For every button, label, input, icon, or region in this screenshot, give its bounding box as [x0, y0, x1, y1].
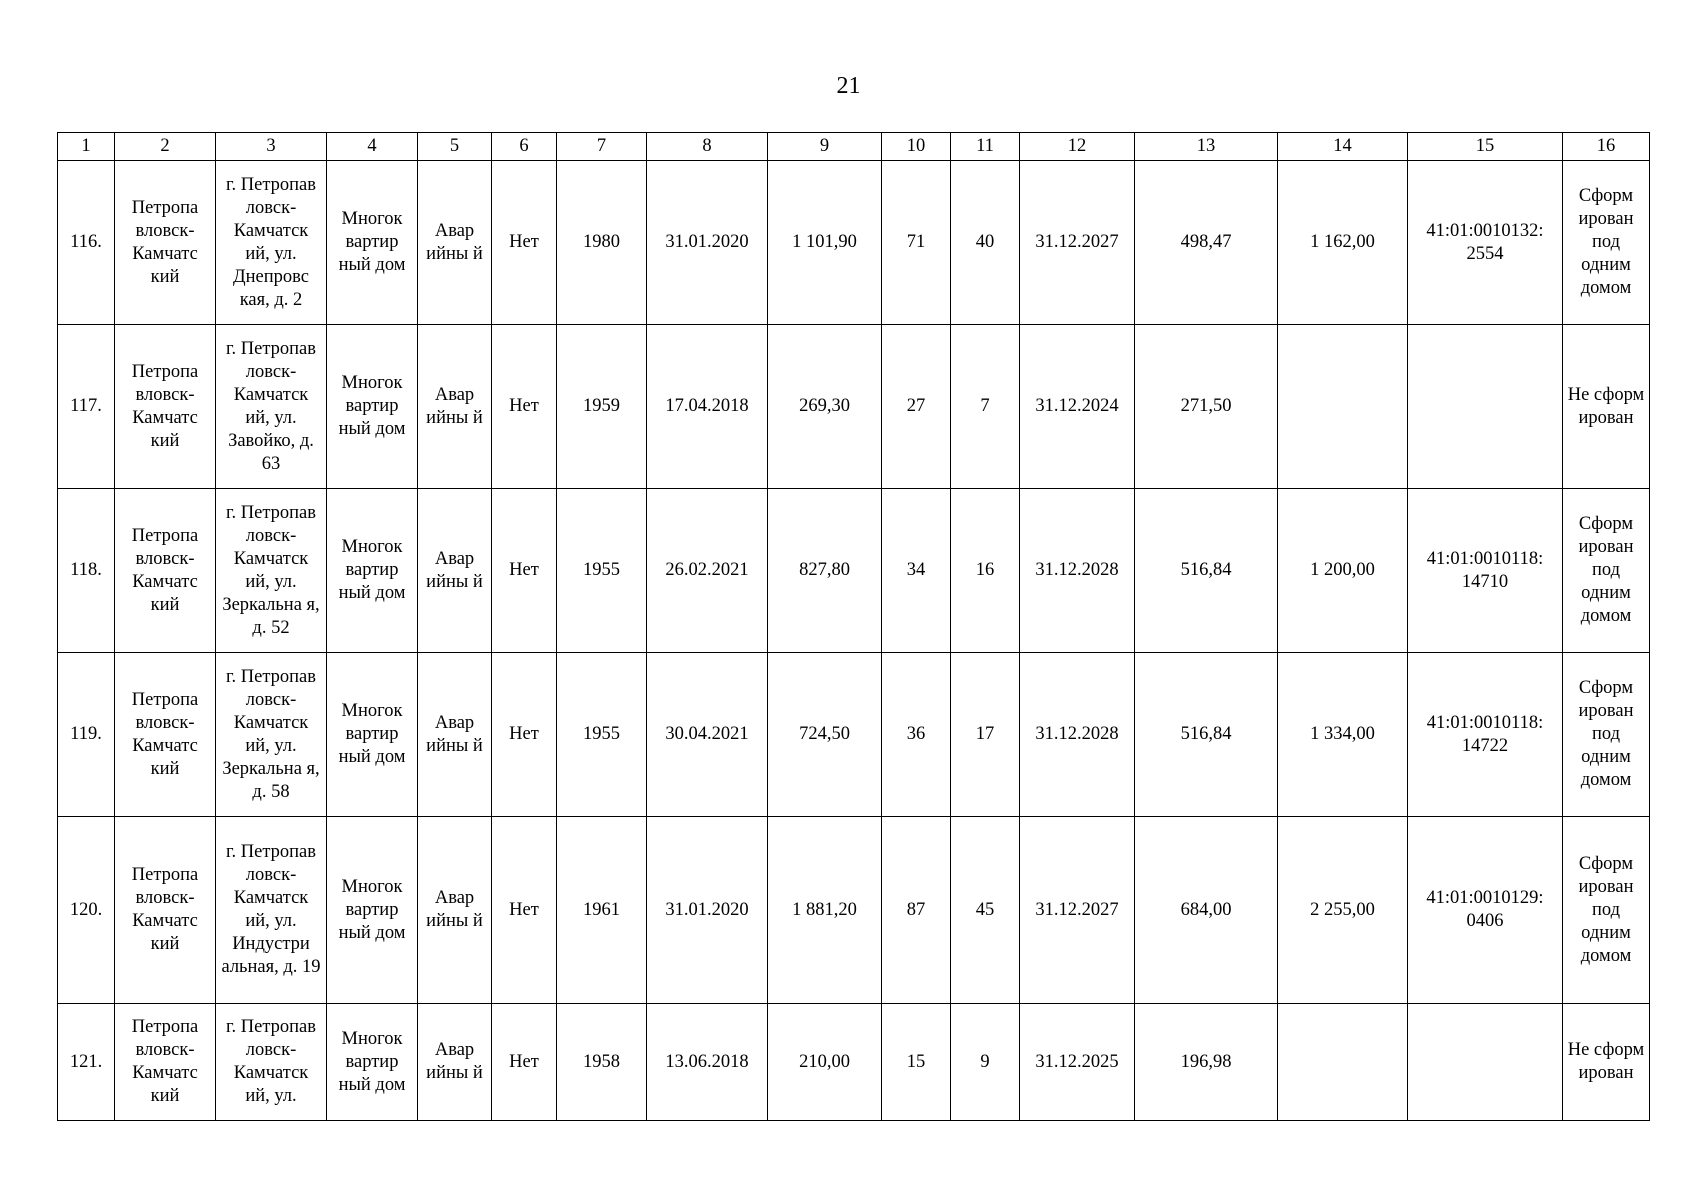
flag-cell: Нет: [492, 1004, 557, 1121]
land-status-cell: Не сформ ирован: [1563, 1004, 1650, 1121]
year-cell: 1955: [557, 489, 647, 653]
address-cell: г. Петропав ловск-Камчатск ий, ул.: [216, 1004, 327, 1121]
residents-cell: 15: [882, 1004, 951, 1121]
column-header: 14: [1278, 133, 1408, 161]
living-area-cell: 271,50: [1135, 325, 1278, 489]
date-recognized-cell: 31.01.2020: [647, 161, 768, 325]
row-number: 118.: [58, 489, 115, 653]
date-recognized-cell: 26.02.2021: [647, 489, 768, 653]
area-cell: 724,50: [768, 653, 882, 817]
premises-cell: 9: [951, 1004, 1020, 1121]
address-cell: г. Петропав ловск-Камчатск ий, ул. Завойко, д. 63: [216, 325, 327, 489]
building-type-cell: Многок вартир ный дом: [327, 325, 418, 489]
column-header: 1: [58, 133, 115, 161]
land-area-cell: 2 255,00: [1278, 817, 1408, 1004]
column-header: 16: [1563, 133, 1650, 161]
cadastral-number-cell: 41:01:0010118: 14722: [1408, 653, 1563, 817]
residents-cell: 34: [882, 489, 951, 653]
status-cell: Авар ийны й: [418, 325, 492, 489]
date-planned-cell: 31.12.2028: [1020, 489, 1135, 653]
address-cell: г. Петропав ловск-Камчатск ий, ул. Зеркальна я, д. 58: [216, 653, 327, 817]
row-number: 119.: [58, 653, 115, 817]
cadastral-number-cell: 41:01:0010132: 2554: [1408, 161, 1563, 325]
land-area-cell: 1 200,00: [1278, 489, 1408, 653]
year-cell: 1958: [557, 1004, 647, 1121]
city-cell: Петропа вловск-Камчатс кий: [115, 653, 216, 817]
city-cell: Петропа вловск-Камчатс кий: [115, 161, 216, 325]
area-cell: 1 881,20: [768, 817, 882, 1004]
area-cell: 1 101,90: [768, 161, 882, 325]
building-type-cell: Многок вартир ный дом: [327, 1004, 418, 1121]
living-area-cell: 196,98: [1135, 1004, 1278, 1121]
land-area-cell: [1278, 1004, 1408, 1121]
city-cell: Петропа вловск-Камчатс кий: [115, 489, 216, 653]
land-area-cell: [1278, 325, 1408, 489]
table-row: [58, 653, 1650, 817]
date-planned-cell: 31.12.2025: [1020, 1004, 1135, 1121]
living-area-cell: 498,47: [1135, 161, 1278, 325]
column-header: 7: [557, 133, 647, 161]
living-area-cell: 516,84: [1135, 653, 1278, 817]
land-status-cell: Сформ ирован под одним домом: [1563, 161, 1650, 325]
address-cell: г. Петропав ловск-Камчатск ий, ул. Индустри альная, д. 19: [216, 817, 327, 1004]
column-header: 12: [1020, 133, 1135, 161]
flag-cell: Нет: [492, 325, 557, 489]
column-header: 10: [882, 133, 951, 161]
residents-cell: 27: [882, 325, 951, 489]
residents-cell: 36: [882, 653, 951, 817]
year-cell: 1955: [557, 653, 647, 817]
status-cell: Авар ийны й: [418, 653, 492, 817]
land-status-cell: Сформ ирован под одним домом: [1563, 653, 1650, 817]
date-recognized-cell: 17.04.2018: [647, 325, 768, 489]
table-row: [58, 1004, 1650, 1121]
table-row: [58, 817, 1650, 1004]
date-planned-cell: 31.12.2027: [1020, 161, 1135, 325]
status-cell: Авар ийны й: [418, 1004, 492, 1121]
area-cell: 827,80: [768, 489, 882, 653]
city-cell: Петропа вловск-Камчатс кий: [115, 1004, 216, 1121]
building-type-cell: Многок вартир ный дом: [327, 161, 418, 325]
land-area-cell: 1 334,00: [1278, 653, 1408, 817]
cadastral-number-cell: 41:01:0010129: 0406: [1408, 817, 1563, 1004]
building-type-cell: Многок вартир ный дом: [327, 653, 418, 817]
row-number: 120.: [58, 817, 115, 1004]
residents-cell: 87: [882, 817, 951, 1004]
date-recognized-cell: 13.06.2018: [647, 1004, 768, 1121]
row-number: 117.: [58, 325, 115, 489]
row-number: 116.: [58, 161, 115, 325]
status-cell: Авар ийны й: [418, 817, 492, 1004]
date-planned-cell: 31.12.2028: [1020, 653, 1135, 817]
cadastral-number-cell: 41:01:0010118: 14710: [1408, 489, 1563, 653]
column-header: 3: [216, 133, 327, 161]
column-header: 11: [951, 133, 1020, 161]
column-header: 2: [115, 133, 216, 161]
year-cell: 1961: [557, 817, 647, 1004]
premises-cell: 40: [951, 161, 1020, 325]
column-header: 8: [647, 133, 768, 161]
status-cell: Авар ийны й: [418, 161, 492, 325]
flag-cell: Нет: [492, 161, 557, 325]
table-row: [58, 489, 1650, 653]
flag-cell: Нет: [492, 653, 557, 817]
address-cell: г. Петропав ловск-Камчатск ий, ул. Зеркальна я, д. 52: [216, 489, 327, 653]
column-header: 6: [492, 133, 557, 161]
premises-cell: 17: [951, 653, 1020, 817]
address-cell: г. Петропав ловск-Камчатск ий, ул. Днепровс кая, д. 2: [216, 161, 327, 325]
land-status-cell: Не сформ ирован: [1563, 325, 1650, 489]
area-cell: 210,00: [768, 1004, 882, 1121]
land-status-cell: Сформ ирован под одним домом: [1563, 489, 1650, 653]
city-cell: Петропа вловск-Камчатс кий: [115, 325, 216, 489]
housing-registry-table: [57, 132, 1650, 1121]
premises-cell: 7: [951, 325, 1020, 489]
premises-cell: 16: [951, 489, 1020, 653]
area-cell: 269,30: [768, 325, 882, 489]
living-area-cell: 516,84: [1135, 489, 1278, 653]
row-number: 121.: [58, 1004, 115, 1121]
residents-cell: 71: [882, 161, 951, 325]
table-row: [58, 161, 1650, 325]
date-planned-cell: 31.12.2027: [1020, 817, 1135, 1004]
page-number: 21: [836, 73, 861, 99]
land-area-cell: 1 162,00: [1278, 161, 1408, 325]
year-cell: 1980: [557, 161, 647, 325]
land-status-cell: Сформ ирован под одним домом: [1563, 817, 1650, 1004]
header-row: [58, 133, 1650, 161]
column-header: 5: [418, 133, 492, 161]
column-header: 13: [1135, 133, 1278, 161]
cadastral-number-cell: [1408, 325, 1563, 489]
column-header: 9: [768, 133, 882, 161]
column-header: 15: [1408, 133, 1563, 161]
year-cell: 1959: [557, 325, 647, 489]
cadastral-number-cell: [1408, 1004, 1563, 1121]
living-area-cell: 684,00: [1135, 817, 1278, 1004]
date-recognized-cell: 30.04.2021: [647, 653, 768, 817]
building-type-cell: Многок вартир ный дом: [327, 817, 418, 1004]
table-row: [58, 325, 1650, 489]
column-header: 4: [327, 133, 418, 161]
status-cell: Авар ийны й: [418, 489, 492, 653]
building-type-cell: Многок вартир ный дом: [327, 489, 418, 653]
flag-cell: Нет: [492, 489, 557, 653]
date-recognized-cell: 31.01.2020: [647, 817, 768, 1004]
city-cell: Петропа вловск-Камчатс кий: [115, 817, 216, 1004]
premises-cell: 45: [951, 817, 1020, 1004]
flag-cell: Нет: [492, 817, 557, 1004]
date-planned-cell: 31.12.2024: [1020, 325, 1135, 489]
